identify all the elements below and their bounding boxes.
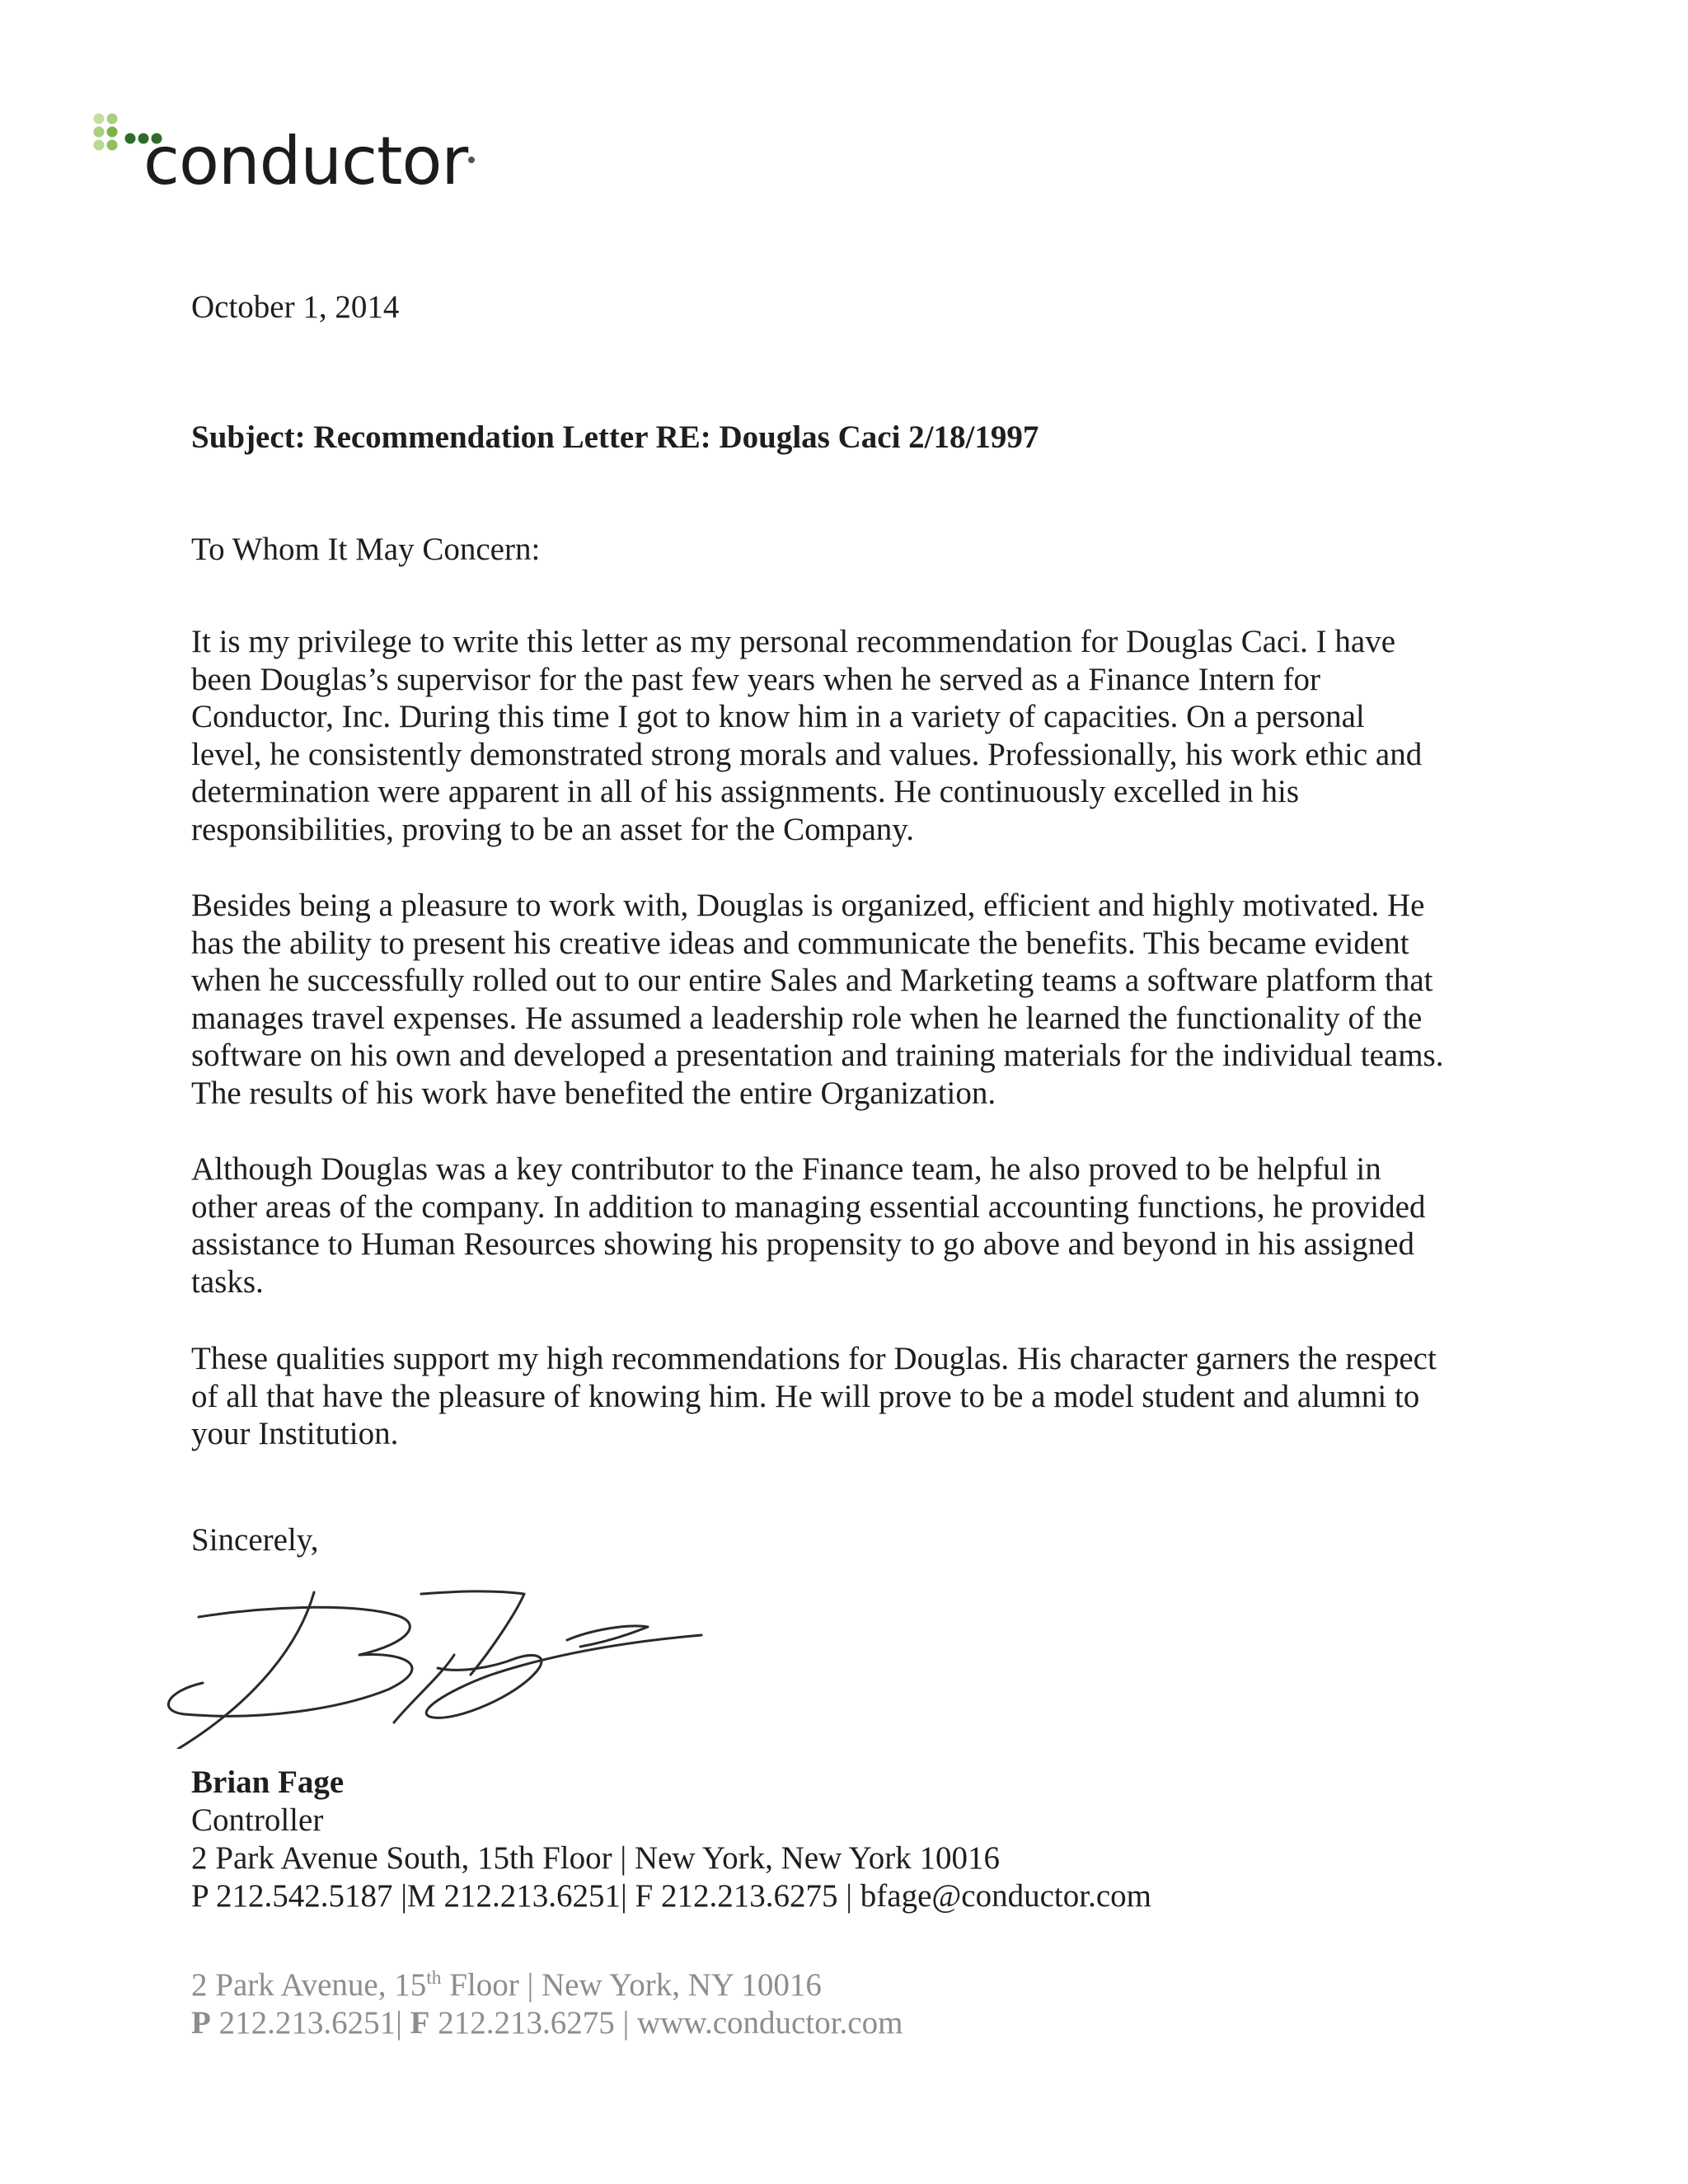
- letter-subject: Subject: Recommendation Letter RE: Douglas Caci 2/18/1997: [191, 419, 1039, 455]
- signer-address: 2 Park Avenue South, 15th Floor | New York, New York 10016: [191, 1840, 1001, 1876]
- footer-fax-value: 212.213.6275 | www.conductor.com: [429, 2005, 903, 2041]
- paragraph-line: when he successfully rolled out to our entire Sales and Marketing teams a software platform that: [191, 963, 1433, 998]
- paragraph-line: other areas of the company. In addition to managing essential accounting functions, he provided: [191, 1188, 1426, 1225]
- paragraph-line: These qualities support my high recommendations for Douglas. His character garners the respect: [191, 1341, 1437, 1376]
- letter-salutation: To Whom It May Concern:: [191, 532, 541, 567]
- footer-address-text: Floor | New York, NY 10016: [441, 1967, 822, 2003]
- logo-registered-mark: [468, 157, 475, 163]
- footer-contact: [191, 2004, 903, 2042]
- paragraph-line: has the ability to present his creative ideas and communicate the benefits. This became evident: [191, 925, 1409, 961]
- footer-address-superscript: th: [426, 1967, 442, 1989]
- signer-title: Controller: [191, 1802, 324, 1838]
- handwritten-signature: [162, 1576, 706, 1749]
- paragraph-line: software on his own and developed a presentation and training materials for the individual teams.: [191, 1038, 1444, 1073]
- paragraph-line: Although Douglas was a key contributor to the Finance team, he also proved to be helpful in: [191, 1151, 1381, 1187]
- body-paragraph-1: [191, 623, 1422, 848]
- paragraph-line: The results of his work have benefited the entire Organization.: [191, 1075, 996, 1111]
- footer-address: [191, 1966, 822, 2004]
- letter-closing: Sincerely,: [191, 1522, 319, 1558]
- paragraph-line: Besides being a pleasure to work with, Douglas is organized, efficient and highly motivated. He: [191, 888, 1425, 923]
- logo-wordmark: conductor: [143, 123, 468, 199]
- paragraph-line: It is my privilege to write this letter as my personal recommendation for Douglas Caci. I have: [191, 624, 1396, 659]
- footer-address-text: 2 Park Avenue, 15: [191, 1967, 427, 2003]
- letter-date: October 1, 2014: [191, 289, 400, 325]
- paragraph-line: level, he consistently demonstrated strong morals and values. Professionally, his work ethic and: [191, 736, 1423, 772]
- paragraph-line: tasks.: [191, 1263, 264, 1300]
- paragraph-line: of all that have the pleasure of knowing him. He will prove to be a model student and alumni to: [191, 1378, 1420, 1414]
- body-paragraph-2: [191, 887, 1443, 1112]
- paragraph-line: responsibilities, proving to be an asset for the Company.: [191, 811, 914, 847]
- signer-contact: P 212.542.5187 |M 212.213.6251| F 212.213.6275 | bfage@conductor.com: [191, 1878, 1151, 1914]
- footer-phone-label: P: [191, 2005, 211, 2041]
- paragraph-line: Conductor, Inc. During this time I got to know him in a variety of capacities. On a personal: [191, 699, 1365, 734]
- body-paragraph-3: [191, 1151, 1425, 1301]
- paragraph-line: assistance to Human Resources showing his propensity to go above and beyond in his assigned: [191, 1226, 1414, 1262]
- paragraph-line: manages travel expenses. He assumed a leadership role when he learned the functionality of the: [191, 1000, 1423, 1036]
- paragraph-line: your Institution.: [191, 1416, 399, 1451]
- footer-fax-label: F: [410, 2005, 430, 2041]
- paragraph-line: been Douglas’s supervisor for the past few years when he served as a Finance Intern for: [191, 661, 1320, 697]
- conductor-logo: [92, 104, 488, 203]
- paragraph-line: determination were apparent in all of his assignments. He continuously excelled in his: [191, 774, 1300, 809]
- signer-name: Brian Fage: [191, 1765, 345, 1800]
- body-paragraph-4: [191, 1340, 1437, 1453]
- footer-phone-value: 212.213.6251|: [210, 2005, 410, 2041]
